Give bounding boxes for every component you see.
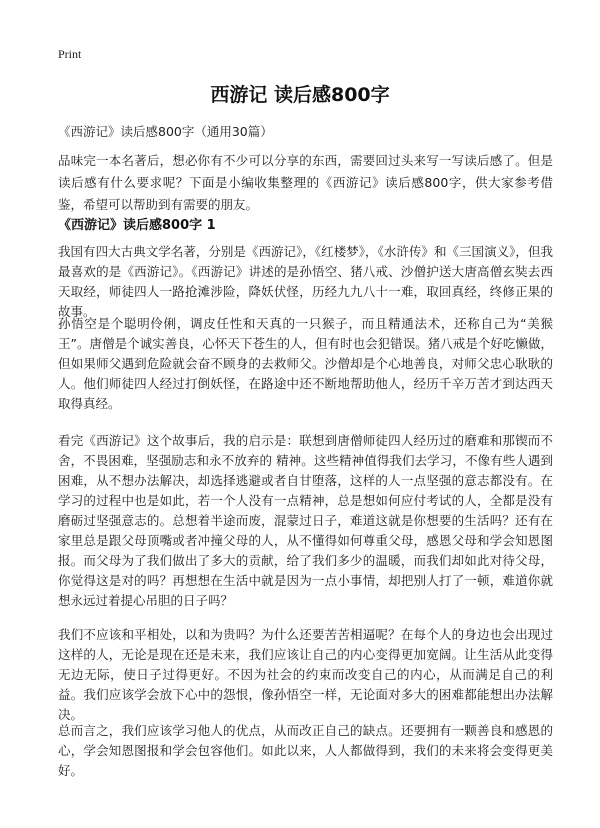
document-subtitle: 《西游记》读后感800字（通用30篇） xyxy=(58,124,273,139)
body-paragraph: 看完《西游记》这个故事后，我的启示是：联想到唐僧师徒四人经历过的磨难和那锲而不舍，不畏困难，坚强励志和永不放弃的 精神。这些精神值得我们去学习，不像有些人遇到困难，从不想办法解决，却选择逃避或者自甘堕落，这样的人一点坚强的意志都没有。在学习的过程中也是如此，若一个人没有一点精神，总是想如何应付考试的人，全都是没有磨砺过坚强意志的。总想着半途而废，混蒙过日子，难道这就是你想要的生活吗？还有在家里总是跟父母顶嘴或者冲撞父母的人，从不懂得如何尊重父母，感恩父母和学会知恩图报。而父母为了我们做出了多大的贡献，给了我们多少的温暖，而我们却如此对待父母，你觉得这是对的吗？再想想在生活中就是因为一点小事情，却把别人打了一顿，难道你就想永远过着提心吊胆的日子吗？ xyxy=(58,433,553,608)
page-title: 西游记 读后感800字 xyxy=(210,84,390,106)
body-paragraph: 我们不应该和平相处，以和为贵吗？为什么还要苦苦相逼呢？在每个人的身边也会出现过这样的人，无论是现在还是未来，我们应该让自己的内心变得更加宽阔。让生活从此变得无边无际，使日子过得更好。不因为社会的约束而改变自己的内心，从而满足自己的利益。我们应该学会放下心中的怨恨，像孙悟空一样，无论面对多大的困难都能想出办法解决。 xyxy=(58,627,553,722)
body-paragraph: 孙悟空是个聪明伶俐，调皮任性和天真的一只猴子，而且精通法术，还称自己为“美猴王”。唐僧是个诚实善良，心怀天下苍生的人，但有时也会犯错误。猪八戒是个好吃懒做，但如果师父遇到危险就会奋不顾身的去救师父。沙僧却是个心地善良，对师父忠心耿耿的人。他们师徒四人经过打倒妖怪，在路途中还不断地帮助他人，经历千辛万苦才到达西天取得真经。 xyxy=(58,316,553,411)
section-heading: 《西游记》读后感800字 1 xyxy=(58,218,216,233)
intro-paragraph: 品味完一本名著后，想必你有不少可以分享的东西，需要回过头来写一写读后感了。但是读后感有什么要求呢？下面是小编收集整理的《西游记》读后感800字，供大家参考借鉴，希望可以帮助到有需要的朋友。 xyxy=(58,153,553,212)
body-paragraph: 总而言之，我们应该学习他人的优点，从而改正自己的缺点。还要拥有一颗善良和感恩的心，学会知恩图报和学会包容他们。如此以来，人人都做得到，我们的未来将会变得更美好。 xyxy=(58,723,553,778)
body-paragraph: 我国有四大古典文学名著，分别是《西游记》，《红楼梦》，《水浒传》和《三国演义》，但我最喜欢的是《西游记》。《西游记》讲述的是孙悟空、猪八戒、沙僧护送大唐高僧玄奘去西天取经，师徒四人一路抢滩涉险，降妖伏怪，历经九九八十一难，取回真经，终修正果的故事。 xyxy=(58,244,553,319)
print-link[interactable]: Print xyxy=(58,47,82,61)
